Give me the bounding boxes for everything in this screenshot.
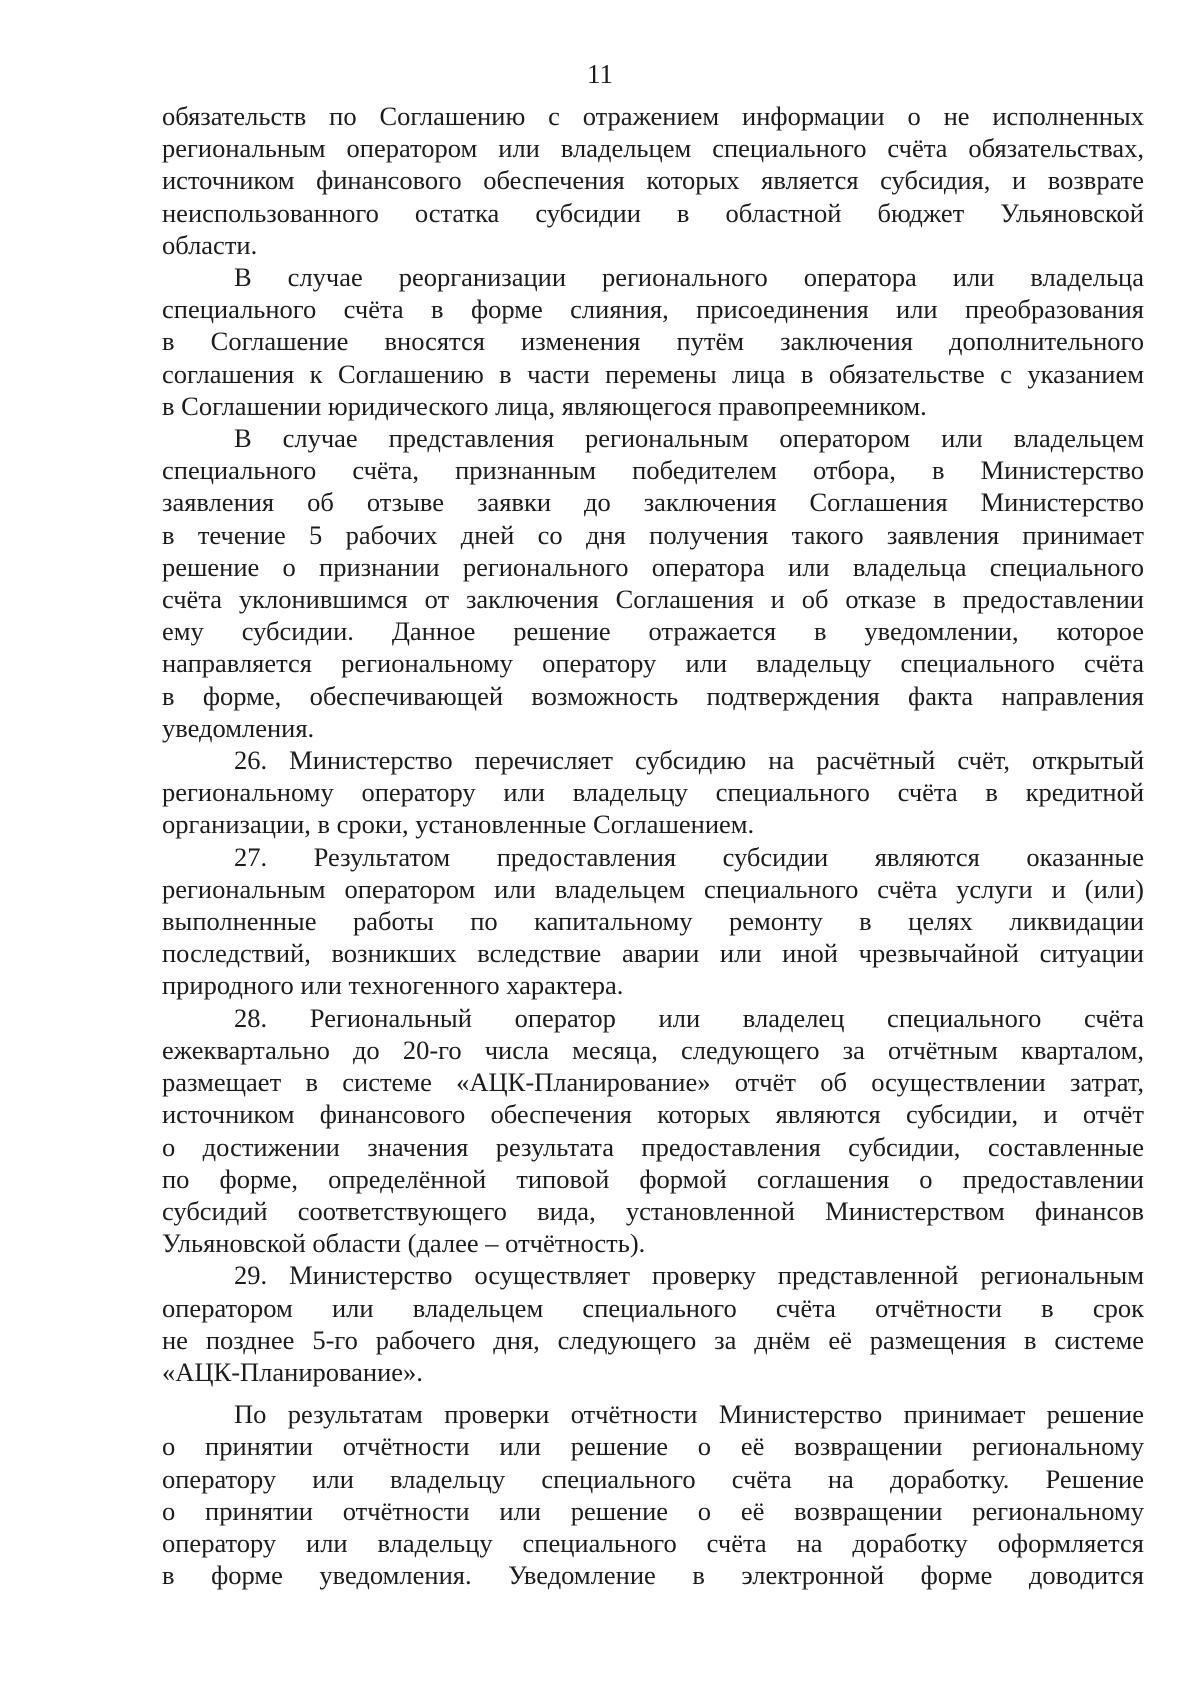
- paragraph-p4: [162, 841, 1144, 1002]
- paragraph-p2: [162, 422, 1144, 744]
- text-line: природного или техногенного характера.: [162, 970, 624, 1001]
- text-line: в течение 5 рабочих дней со дня получения такого заявления принимает: [162, 519, 1144, 550]
- text-line: Ульяновской области (далее – отчётность).: [162, 1228, 646, 1259]
- text-line: размещает в системе «АЦК-Планирование» отчёт об осуществлении затрат,: [162, 1067, 1144, 1098]
- text-line: в форме уведомления. Уведомление в электронной форме доводится: [162, 1560, 1144, 1591]
- text-line: оператором или владельцем специального счёта отчётности в срок: [162, 1292, 1144, 1323]
- text-line: 29. Министерство осуществляет проверку представленной региональным: [234, 1260, 1144, 1291]
- text-line: 27. Результатом предоставления субсидии являются оказанные: [234, 841, 1144, 872]
- text-line: 28. Региональный оператор или владелец специального счёта: [234, 1002, 1144, 1033]
- text-line: направляется региональному оператору или владельцу специального счёта: [162, 648, 1144, 679]
- text-line: источником финансового обеспечения которых являются субсидии, и отчёт: [162, 1099, 1144, 1130]
- text-line: субсидий соответствующего вида, установленной Министерством финансов: [162, 1195, 1144, 1226]
- text-line: региональным оператором или владельцем специального счёта услуги и (или): [162, 873, 1144, 904]
- text-line: источником финансового обеспечения которых является субсидия, и возврате: [162, 165, 1144, 196]
- text-line: последствий, возникших вследствие аварии или иной чрезвычайной ситуации: [162, 938, 1144, 969]
- text-line: в Соглашении юридического лица, являющегося правопреемником.: [162, 390, 927, 421]
- text-line: В случае реорганизации регионального оператора или владельца: [234, 262, 1144, 293]
- text-line: по форме, определённой типовой формой соглашения о предоставлении: [162, 1163, 1144, 1194]
- text-line: В случае представления региональным оператором или владельцем: [234, 423, 1144, 454]
- text-line: оператору или владельцу специального счёта на доработку. Решение: [162, 1463, 1144, 1494]
- text-line: «АЦК-Планирование».: [162, 1356, 423, 1387]
- text-line: области.: [162, 229, 258, 260]
- page-number: 11: [587, 59, 613, 89]
- text-line: ежеквартально до 20-го числа месяца, следующего за отчётным кварталом,: [162, 1034, 1144, 1065]
- text-line: о достижении значения результата предоставления субсидии, составленные: [162, 1131, 1144, 1162]
- text-line: неиспользованного остатка субсидии в областной бюджет Ульяновской: [162, 197, 1144, 228]
- text-line: обязательств по Соглашению с отражением информации о не исполненных: [162, 101, 1144, 131]
- text-line: решение о признании регионального оператора или владельца специального: [162, 551, 1144, 582]
- text-line: заявления об отзыве заявки до заключения Соглашения Министерство: [162, 487, 1144, 518]
- paragraph-p5: [162, 1002, 1144, 1260]
- text-line: специального счёта в форме слияния, присоединения или преобразования: [162, 294, 1144, 325]
- text-line: организации, в сроки, установленные Соглашением.: [162, 809, 755, 840]
- text-line: региональным оператором или владельцем специального счёта обязательствах,: [162, 133, 1144, 164]
- text-line: о принятии отчётности или решение о её возвращении региональному: [162, 1431, 1144, 1462]
- text-line: уведомления.: [162, 712, 315, 743]
- text-line: специального счёта, признанным победителем отбора, в Министерство: [162, 455, 1144, 486]
- text-line: По результатам проверки отчётности Министерство принимает решение: [234, 1399, 1144, 1430]
- text-line: в Соглашение вносятся изменения путём заключения дополнительного: [162, 326, 1144, 357]
- text-line: оператору или владельцу специального счёта на доработку оформляется: [162, 1527, 1144, 1558]
- text-line: в форме, обеспечивающей возможность подтверждения факта направления: [162, 680, 1144, 711]
- paragraph-p1: [162, 261, 1144, 422]
- text-line: региональному оператору или владельцу специального счёта в кредитной: [162, 777, 1144, 808]
- paragraph-p3: [162, 744, 1144, 841]
- text-line: 26. Министерство перечисляет субсидию на расчётный счёт, открытый: [234, 745, 1144, 776]
- text-line: не позднее 5-го рабочего дня, следующего за днём её размещения в системе: [162, 1324, 1144, 1355]
- text-line: ему субсидии. Данное решение отражается в уведомлении, которое: [162, 616, 1144, 647]
- text-line: соглашения к Соглашению в части перемены лица в обязательстве с указанием: [162, 358, 1144, 389]
- text-line: о принятии отчётности или решение о её возвращении региональному: [162, 1495, 1144, 1526]
- document-body: [162, 100, 1144, 1591]
- paragraph-p6: [162, 1259, 1144, 1388]
- paragraph-p0: [162, 100, 1144, 261]
- paragraph-p7: [162, 1398, 1144, 1591]
- text-line: счёта уклонившимся от заключения Соглашения и об отказе в предоставлении: [162, 584, 1144, 615]
- text-line: выполненные работы по капитальному ремонту в целях ликвидации: [162, 906, 1144, 937]
